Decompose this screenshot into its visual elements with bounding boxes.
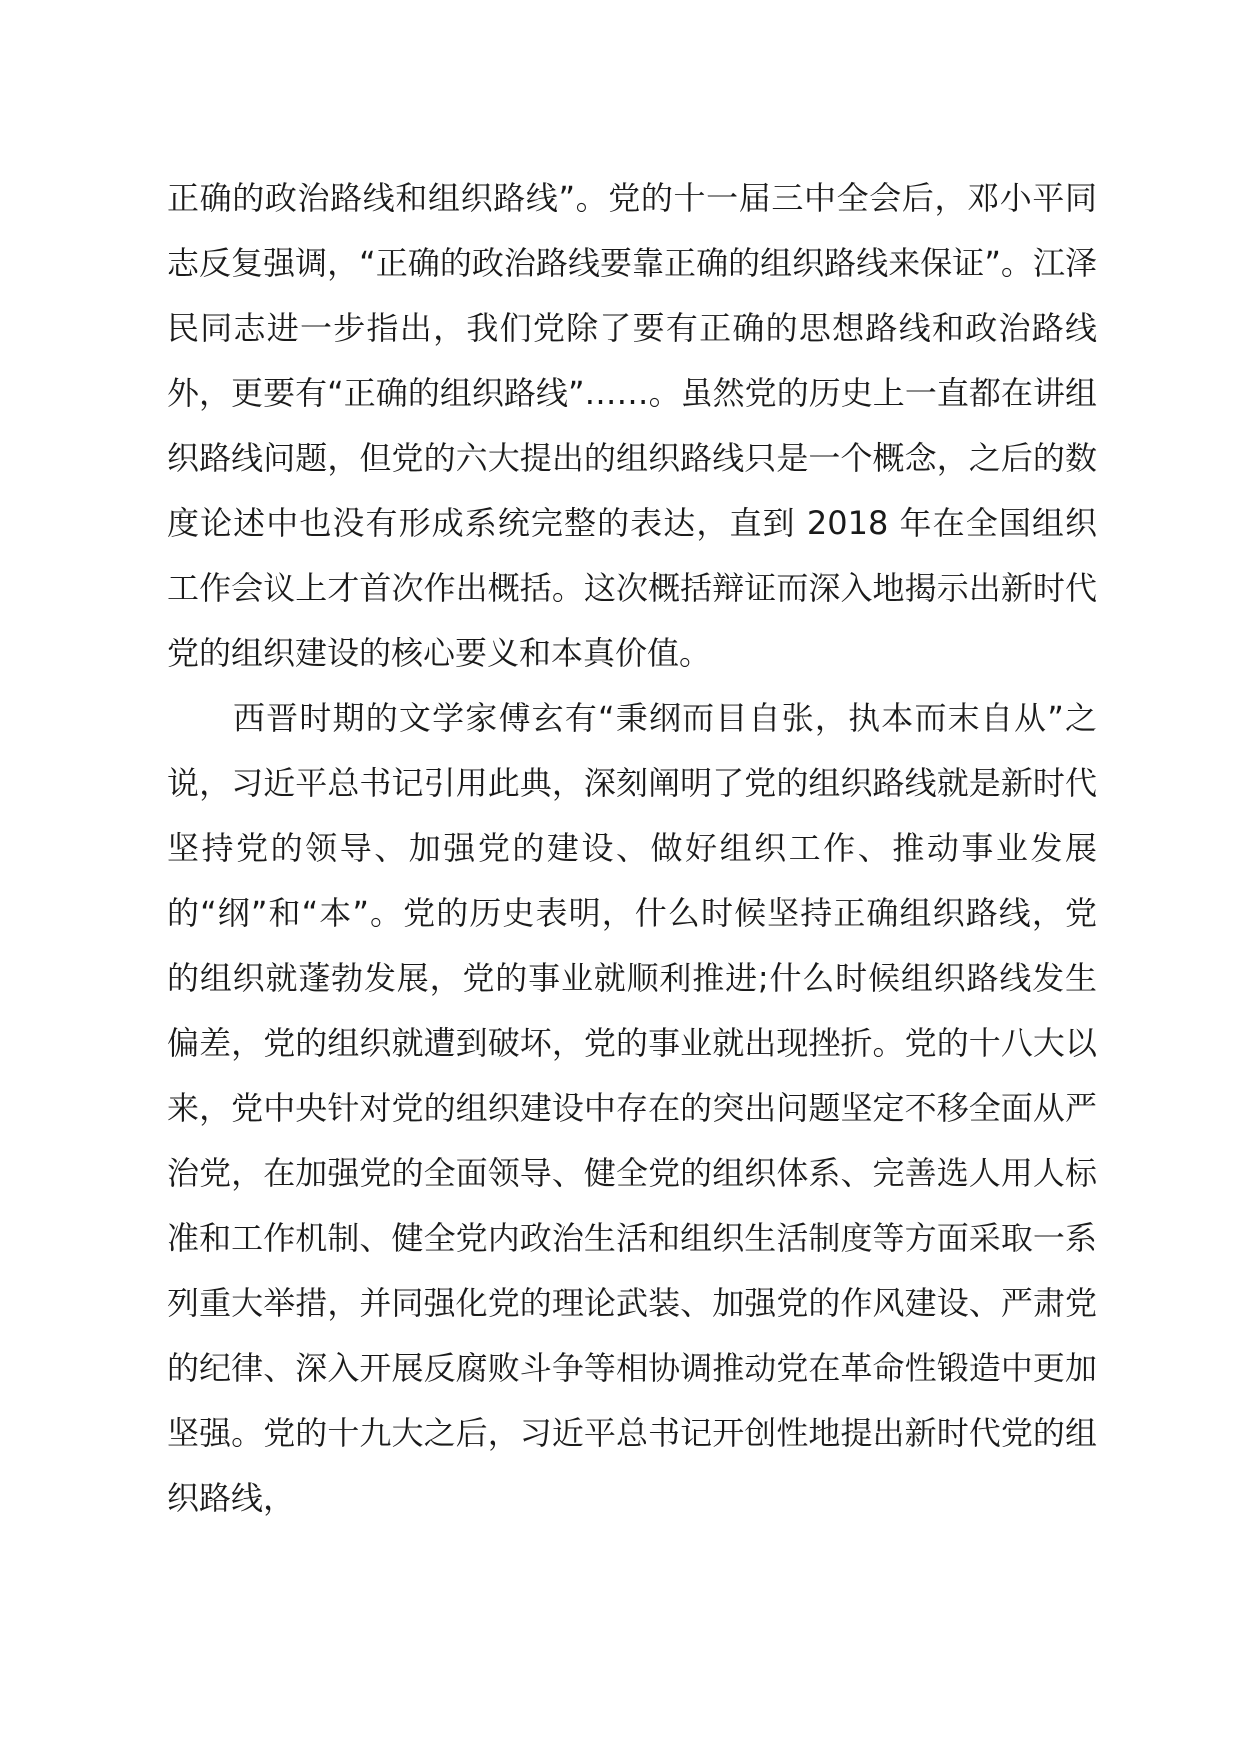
body-text bbox=[167, 166, 1097, 1531]
paragraph-2: 西晋时期的文学家傅玄有“秉纲而目自张，执本而末自从”之说，习近平总书记引用此典，深刻阐明了党的组织路线就是新时代坚持党的领导、加强党的建设、做好组织工作、推动事业发展的“纲”和“本”。党的历史表明，什么时候坚持正确组织路线，党的组织就蓬勃发展，党的事业就顺利推进;什么时候组织路线发生偏差，党的组织就遭到破坏，党的事业就出现挫折。党的十八大以来，党中央针对党的组织建设中存在的突出问题坚定不移全面从严治党，在加强党的全面领导、健全党的组织体系、完善选人用人标准和工作机制、健全党内政治生活和组织生活制度等方面采取一系列重大举措，并同强化党的理论武装、加强党的作风建设、严肃党的纪律、深入开展反腐败斗争等相协调推动党在革命性锻造中更加坚强。党的十九大之后，习近平总书记开创性地提出新时代党的组织路线， bbox=[167, 699, 1097, 1517]
paragraph-1: 正确的政治路线和组织路线”。党的十一届三中全会后，邓小平同志反复强调，“正确的政治路线要靠正确的组织路线来保证”。江泽民同志进一步指出，我们党除了要有正确的思想路线和政治路线外，更要有“正确的组织路线”……。虽然党的历史上一直都在讲组织路线问题，但党的六大提出的组织路线只是一个概念，之后的数度论述中也没有形成系统完整的表达，直到 2018 年在全国组织工作会议上才首次作出概括。这次概括辩证而深入地揭示出新时代党的组织建设的核心要义和本真价值。 bbox=[167, 179, 1097, 672]
